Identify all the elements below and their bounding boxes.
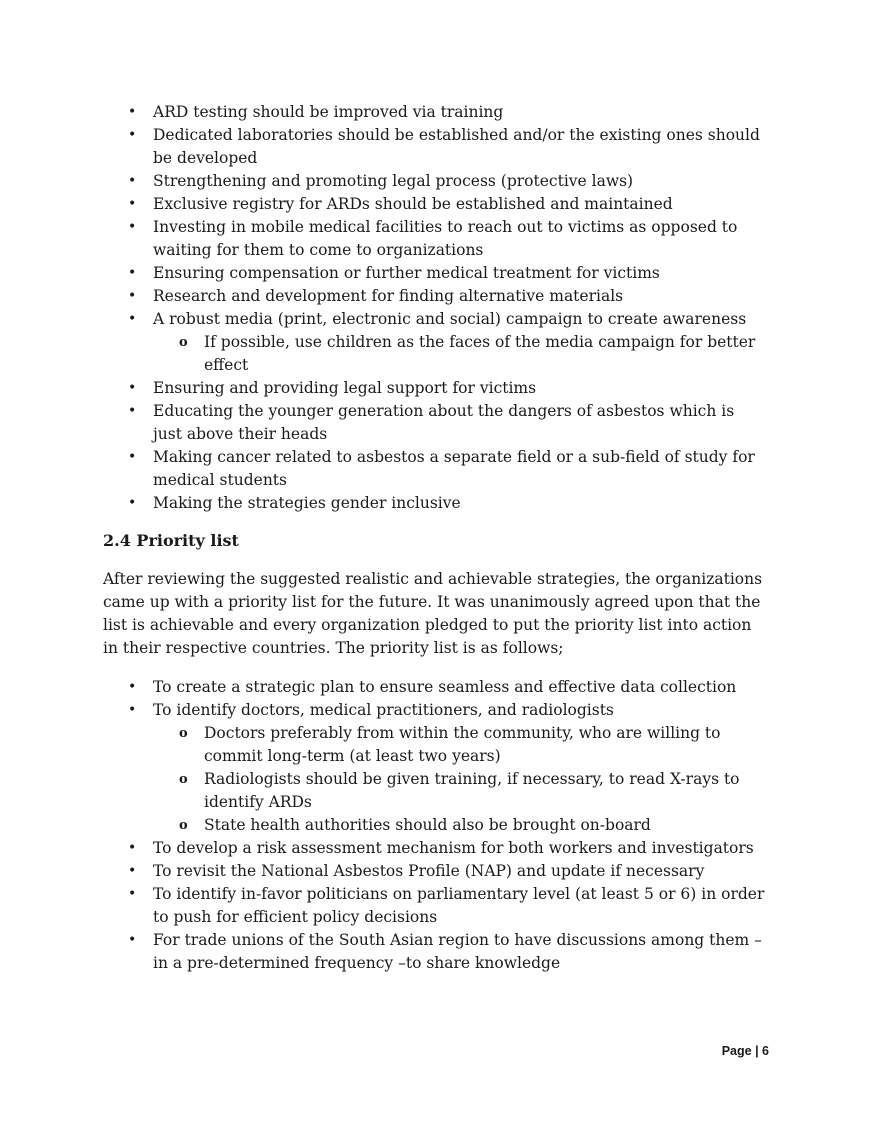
bullet-icon: •	[128, 679, 137, 695]
list-item-text: Educating the younger generation about the dangers of asbestos which is just above their heads	[153, 402, 735, 443]
section-paragraph: After reviewing the suggested realistic and achievable strategies, the organizations came up with a priority list for the future. It was unanimously agreed upon that the list is achievable and every organization pledged to put the priority list into action in their respective countries. The priority list is as follows;	[103, 570, 763, 657]
list-item	[103, 699, 768, 837]
list-item	[103, 216, 768, 262]
bullet-icon: •	[128, 173, 137, 189]
bullet-icon: •	[128, 863, 137, 879]
bullet-icon: •	[128, 495, 137, 511]
sub-list-item	[103, 331, 768, 377]
bullet-icon: •	[128, 311, 137, 327]
list-item-text: Ensuring compensation or further medical treatment for victims	[153, 264, 660, 282]
list-item-text: Exclusive registry for ARDs should be established and maintained	[153, 195, 673, 213]
bullet-icon: •	[128, 840, 137, 856]
list-item	[103, 446, 768, 492]
list-item-text: Ensuring and providing legal support for victims	[153, 379, 537, 397]
list-item-text: Investing in mobile medical facilities to reach out to victims as opposed to waiting for them to come to organizations	[153, 218, 738, 259]
sub-list-item	[103, 768, 768, 814]
list-item-text: To revisit the National Asbestos Profile (NAP) and update if necessary	[153, 862, 705, 880]
bullet-icon: •	[128, 380, 137, 396]
list-item	[103, 170, 768, 193]
bullet-icon: •	[128, 127, 137, 143]
list-item	[103, 492, 768, 515]
bullet-icon: •	[128, 886, 137, 902]
list-item	[103, 860, 768, 883]
list-item	[103, 124, 768, 170]
sub-list-item-text: State health authorities should also be brought on-board	[204, 816, 651, 834]
circle-bullet-icon: o	[179, 772, 188, 787]
list-item-text: A robust media (print, electronic and social) campaign to create awareness	[153, 310, 747, 328]
sub-list-item-text: Doctors preferably from within the community, who are willing to commit long-term (at least two years)	[204, 724, 721, 765]
bullet-icon: •	[128, 104, 137, 120]
sub-list-item-text: If possible, use children as the faces of the media campaign for better effect	[204, 333, 756, 374]
bullet-icon: •	[128, 288, 137, 304]
list-item-text: To identify in-favor politicians on parliamentary level (at least 5 or 6) in order to push for efficient policy decisions	[153, 885, 765, 926]
list-item-text: Making cancer related to asbestos a separate field or a sub-field of study for medical students	[153, 448, 755, 489]
list-item-text: To identify doctors, medical practitioners, and radiologists	[153, 701, 614, 719]
recommendations-list	[103, 101, 768, 515]
sub-list	[153, 331, 768, 377]
page-number: Page | 6	[721, 1044, 769, 1058]
list-item	[103, 285, 768, 308]
list-item-text: Making the strategies gender inclusive	[153, 494, 461, 512]
document-page	[103, 101, 768, 975]
sub-list-item-text: Radiologists should be given training, if necessary, to read X-rays to identify ARDs	[204, 770, 740, 811]
circle-bullet-icon: o	[179, 818, 188, 833]
list-item	[103, 308, 768, 377]
bullet-icon: •	[128, 932, 137, 948]
circle-bullet-icon: o	[179, 726, 188, 741]
list-item-text: Dedicated laboratories should be established and/or the existing ones should be developed	[153, 126, 760, 167]
list-item-text: To create a strategic plan to ensure seamless and effective data collection	[153, 678, 737, 696]
list-item	[103, 676, 768, 699]
sub-list-item	[103, 722, 768, 768]
bullet-icon: •	[128, 219, 137, 235]
list-item	[103, 101, 768, 124]
list-item	[103, 883, 768, 929]
bullet-icon: •	[128, 265, 137, 281]
list-item	[103, 400, 768, 446]
list-item-text: For trade unions of the South Asian region to have discussions among them – in a pre-determined frequency –to share knowledge	[153, 931, 762, 972]
list-item	[103, 377, 768, 400]
bullet-icon: •	[128, 702, 137, 718]
list-item-text: ARD testing should be improved via training	[153, 103, 504, 121]
bullet-icon: •	[128, 403, 137, 419]
list-item-text: To develop a risk assessment mechanism for both workers and investigators	[153, 839, 754, 857]
list-item	[103, 929, 768, 975]
bullet-icon: •	[128, 449, 137, 465]
list-item	[103, 193, 768, 216]
list-item	[103, 262, 768, 285]
list-item	[103, 837, 768, 860]
priority-list	[103, 676, 768, 975]
list-item-text: Research and development for finding alternative materials	[153, 287, 624, 305]
sub-list	[153, 722, 768, 837]
circle-bullet-icon: o	[179, 335, 188, 350]
bullet-icon: •	[128, 196, 137, 212]
sub-list-item	[103, 814, 768, 837]
list-item-text: Strengthening and promoting legal process (protective laws)	[153, 172, 634, 190]
section-heading: 2.4 Priority list	[103, 531, 239, 550]
